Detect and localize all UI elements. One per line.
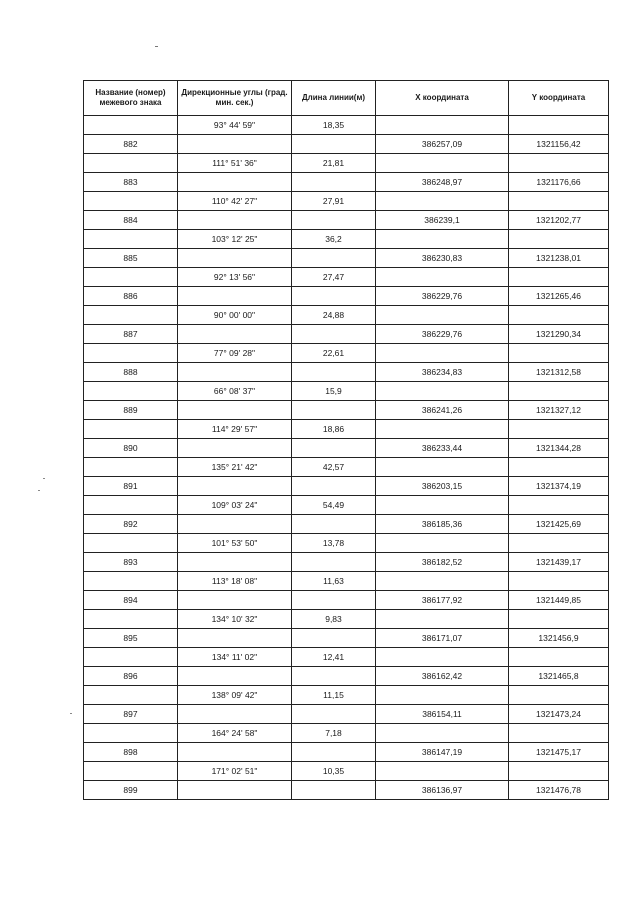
- line-length-cell: 27,47: [292, 268, 376, 287]
- x-coordinate-cell: 386234,83: [376, 363, 509, 382]
- table-row-point: [84, 515, 609, 534]
- y-coordinate-cell: 1321465,8: [509, 667, 609, 686]
- line-length-cell: 42,57: [292, 458, 376, 477]
- table-row-point: [84, 705, 609, 724]
- bearing-cell: [178, 667, 292, 686]
- bearing-cell: 138° 09' 42": [178, 686, 292, 705]
- bearing-cell: 111° 51' 36": [178, 154, 292, 173]
- y-coordinate-cell: [509, 724, 609, 743]
- line-length-cell: [292, 287, 376, 306]
- x-coordinate-cell: 386241,26: [376, 401, 509, 420]
- table-row-segment: [84, 648, 609, 667]
- bearing-cell: 92° 13' 56": [178, 268, 292, 287]
- x-coordinate-cell: 386248,97: [376, 173, 509, 192]
- bearing-cell: 109° 03' 24": [178, 496, 292, 515]
- y-coordinate-cell: [509, 686, 609, 705]
- scan-mark: [155, 46, 158, 47]
- marker-name-cell: 894: [84, 591, 178, 610]
- x-coordinate-cell: 386257,09: [376, 135, 509, 154]
- line-length-cell: 54,49: [292, 496, 376, 515]
- y-coordinate-cell: [509, 648, 609, 667]
- marker-name-cell: [84, 230, 178, 249]
- table-row-point: [84, 781, 609, 800]
- line-length-cell: [292, 173, 376, 192]
- table-row-point: [84, 287, 609, 306]
- header-y-coordinate: Y координата: [509, 81, 609, 116]
- marker-name-cell: [84, 420, 178, 439]
- y-coordinate-cell: 1321312,58: [509, 363, 609, 382]
- line-length-cell: [292, 781, 376, 800]
- x-coordinate-cell: [376, 572, 509, 591]
- table-row-point: [84, 325, 609, 344]
- table-header-row: [84, 81, 609, 116]
- bearing-cell: 101° 53' 50": [178, 534, 292, 553]
- x-coordinate-cell: 386185,36: [376, 515, 509, 534]
- bearing-cell: 135° 21' 42": [178, 458, 292, 477]
- x-coordinate-cell: 386229,76: [376, 325, 509, 344]
- y-coordinate-cell: [509, 572, 609, 591]
- bearing-cell: [178, 325, 292, 344]
- marker-name-cell: [84, 648, 178, 667]
- x-coordinate-cell: [376, 496, 509, 515]
- marker-name-cell: 886: [84, 287, 178, 306]
- table-row-point: [84, 743, 609, 762]
- marker-name-cell: [84, 192, 178, 211]
- y-coordinate-cell: [509, 496, 609, 515]
- y-coordinate-cell: [509, 420, 609, 439]
- marker-name-cell: 896: [84, 667, 178, 686]
- x-coordinate-cell: [376, 458, 509, 477]
- y-coordinate-cell: 1321238,01: [509, 249, 609, 268]
- y-coordinate-cell: [509, 344, 609, 363]
- marker-name-cell: [84, 686, 178, 705]
- line-length-cell: [292, 629, 376, 648]
- table-row-segment: [84, 458, 609, 477]
- bearing-cell: [178, 781, 292, 800]
- x-coordinate-cell: [376, 648, 509, 667]
- boundary-coordinates-table: [83, 80, 609, 800]
- y-coordinate-cell: [509, 192, 609, 211]
- line-length-cell: [292, 363, 376, 382]
- marker-name-cell: 892: [84, 515, 178, 534]
- line-length-cell: [292, 211, 376, 230]
- line-length-cell: [292, 705, 376, 724]
- y-coordinate-cell: 1321475,17: [509, 743, 609, 762]
- bearing-cell: [178, 363, 292, 382]
- bearing-cell: [178, 515, 292, 534]
- marker-name-cell: 885: [84, 249, 178, 268]
- x-coordinate-cell: [376, 230, 509, 249]
- bearing-cell: [178, 173, 292, 192]
- x-coordinate-cell: 386230,83: [376, 249, 509, 268]
- marker-name-cell: [84, 496, 178, 515]
- table-row-point: [84, 363, 609, 382]
- x-coordinate-cell: 386182,52: [376, 553, 509, 572]
- table-row-point: [84, 591, 609, 610]
- line-length-cell: [292, 553, 376, 572]
- table-row-point: [84, 173, 609, 192]
- marker-name-cell: [84, 116, 178, 135]
- table-row-segment: [84, 306, 609, 325]
- table-row-point: [84, 553, 609, 572]
- x-coordinate-cell: [376, 306, 509, 325]
- marker-name-cell: 890: [84, 439, 178, 458]
- x-coordinate-cell: [376, 268, 509, 287]
- line-length-cell: [292, 325, 376, 344]
- x-coordinate-cell: [376, 420, 509, 439]
- x-coordinate-cell: [376, 686, 509, 705]
- y-coordinate-cell: 1321176,66: [509, 173, 609, 192]
- line-length-cell: 12,41: [292, 648, 376, 667]
- y-coordinate-cell: [509, 610, 609, 629]
- y-coordinate-cell: [509, 154, 609, 173]
- table-row-segment: [84, 382, 609, 401]
- table-row-segment: [84, 344, 609, 363]
- x-coordinate-cell: 386233,44: [376, 439, 509, 458]
- line-length-cell: 11,15: [292, 686, 376, 705]
- x-coordinate-cell: 386239,1: [376, 211, 509, 230]
- scan-speck: [38, 490, 40, 491]
- marker-name-cell: [84, 534, 178, 553]
- line-length-cell: [292, 667, 376, 686]
- marker-name-cell: 898: [84, 743, 178, 762]
- x-coordinate-cell: [376, 534, 509, 553]
- y-coordinate-cell: [509, 306, 609, 325]
- y-coordinate-cell: [509, 762, 609, 781]
- line-length-cell: [292, 477, 376, 496]
- table-row-segment: [84, 154, 609, 173]
- marker-name-cell: 888: [84, 363, 178, 382]
- x-coordinate-cell: [376, 762, 509, 781]
- line-length-cell: [292, 401, 376, 420]
- marker-name-cell: [84, 344, 178, 363]
- marker-name-cell: 889: [84, 401, 178, 420]
- bearing-cell: [178, 629, 292, 648]
- x-coordinate-cell: 386171,07: [376, 629, 509, 648]
- bearing-cell: 110° 42' 27": [178, 192, 292, 211]
- x-coordinate-cell: 386136,97: [376, 781, 509, 800]
- bearing-cell: [178, 401, 292, 420]
- bearing-cell: [178, 439, 292, 458]
- y-coordinate-cell: 1321344,28: [509, 439, 609, 458]
- y-coordinate-cell: [509, 268, 609, 287]
- bearing-cell: 90° 00' 00": [178, 306, 292, 325]
- header-x-coordinate: X координата: [376, 81, 509, 116]
- x-coordinate-cell: 386203,15: [376, 477, 509, 496]
- header-line-length: Длина линии(м): [292, 81, 376, 116]
- x-coordinate-cell: [376, 382, 509, 401]
- table-row-segment: [84, 116, 609, 135]
- line-length-cell: [292, 743, 376, 762]
- bearing-cell: 103° 12' 25": [178, 230, 292, 249]
- table-row-segment: [84, 686, 609, 705]
- bearing-cell: 134° 10' 32": [178, 610, 292, 629]
- bearing-cell: [178, 287, 292, 306]
- line-length-cell: 21,81: [292, 154, 376, 173]
- marker-name-cell: 883: [84, 173, 178, 192]
- marker-name-cell: 887: [84, 325, 178, 344]
- y-coordinate-cell: 1321290,34: [509, 325, 609, 344]
- line-length-cell: 18,86: [292, 420, 376, 439]
- x-coordinate-cell: [376, 724, 509, 743]
- table-row-segment: [84, 268, 609, 287]
- bearing-cell: [178, 553, 292, 572]
- x-coordinate-cell: 386229,76: [376, 287, 509, 306]
- bearing-cell: [178, 135, 292, 154]
- table-row-segment: [84, 534, 609, 553]
- marker-name-cell: [84, 306, 178, 325]
- marker-name-cell: 899: [84, 781, 178, 800]
- scan-speck: [70, 713, 72, 714]
- y-coordinate-cell: 1321425,69: [509, 515, 609, 534]
- line-length-cell: 18,35: [292, 116, 376, 135]
- table-row-segment: [84, 420, 609, 439]
- bearing-cell: 164° 24' 58": [178, 724, 292, 743]
- y-coordinate-cell: [509, 382, 609, 401]
- bearing-cell: 93° 44' 59": [178, 116, 292, 135]
- y-coordinate-cell: 1321265,46: [509, 287, 609, 306]
- marker-name-cell: 884: [84, 211, 178, 230]
- y-coordinate-cell: 1321327,12: [509, 401, 609, 420]
- marker-name-cell: 882: [84, 135, 178, 154]
- y-coordinate-cell: 1321449,85: [509, 591, 609, 610]
- line-length-cell: 24,88: [292, 306, 376, 325]
- marker-name-cell: 891: [84, 477, 178, 496]
- marker-name-cell: [84, 572, 178, 591]
- bearing-cell: 66° 08' 37": [178, 382, 292, 401]
- x-coordinate-cell: [376, 154, 509, 173]
- line-length-cell: 13,78: [292, 534, 376, 553]
- line-length-cell: 10,35: [292, 762, 376, 781]
- marker-name-cell: 893: [84, 553, 178, 572]
- marker-name-cell: [84, 268, 178, 287]
- y-coordinate-cell: 1321202,77: [509, 211, 609, 230]
- marker-name-cell: [84, 762, 178, 781]
- x-coordinate-cell: 386147,19: [376, 743, 509, 762]
- marker-name-cell: [84, 154, 178, 173]
- line-length-cell: 15,9: [292, 382, 376, 401]
- line-length-cell: [292, 439, 376, 458]
- x-coordinate-cell: [376, 192, 509, 211]
- table-row-segment: [84, 762, 609, 781]
- x-coordinate-cell: [376, 116, 509, 135]
- marker-name-cell: 897: [84, 705, 178, 724]
- y-coordinate-cell: 1321456,9: [509, 629, 609, 648]
- line-length-cell: 11,63: [292, 572, 376, 591]
- bearing-cell: 77° 09' 28": [178, 344, 292, 363]
- line-length-cell: [292, 515, 376, 534]
- bearing-cell: [178, 211, 292, 230]
- y-coordinate-cell: 1321473,24: [509, 705, 609, 724]
- line-length-cell: 27,91: [292, 192, 376, 211]
- table-row-segment: [84, 192, 609, 211]
- bearing-cell: [178, 591, 292, 610]
- y-coordinate-cell: [509, 230, 609, 249]
- y-coordinate-cell: [509, 534, 609, 553]
- marker-name-cell: 895: [84, 629, 178, 648]
- table-row-point: [84, 629, 609, 648]
- y-coordinate-cell: 1321439,17: [509, 553, 609, 572]
- bearing-cell: 134° 11' 02": [178, 648, 292, 667]
- marker-name-cell: [84, 458, 178, 477]
- x-coordinate-cell: 386154,11: [376, 705, 509, 724]
- table-row-point: [84, 211, 609, 230]
- bearing-cell: 113° 18' 08": [178, 572, 292, 591]
- x-coordinate-cell: [376, 344, 509, 363]
- header-bearing: Дирекционные углы (град. мин. сек.): [178, 81, 292, 116]
- y-coordinate-cell: 1321156,42: [509, 135, 609, 154]
- header-marker-name: Название (номер) межевого знака: [84, 81, 178, 116]
- bearing-cell: [178, 743, 292, 762]
- line-length-cell: 36,2: [292, 230, 376, 249]
- y-coordinate-cell: 1321374,19: [509, 477, 609, 496]
- table-row-point: [84, 439, 609, 458]
- marker-name-cell: [84, 724, 178, 743]
- line-length-cell: [292, 135, 376, 154]
- y-coordinate-cell: [509, 458, 609, 477]
- table-row-segment: [84, 610, 609, 629]
- x-coordinate-cell: 386162,42: [376, 667, 509, 686]
- table-row-point: [84, 477, 609, 496]
- bearing-cell: [178, 249, 292, 268]
- y-coordinate-cell: 1321476,78: [509, 781, 609, 800]
- bearing-cell: [178, 705, 292, 724]
- bearing-cell: [178, 477, 292, 496]
- table-row-point: [84, 667, 609, 686]
- bearing-cell: 114° 29' 57": [178, 420, 292, 439]
- line-length-cell: [292, 591, 376, 610]
- line-length-cell: 22,61: [292, 344, 376, 363]
- line-length-cell: [292, 249, 376, 268]
- marker-name-cell: [84, 382, 178, 401]
- y-coordinate-cell: [509, 116, 609, 135]
- table-row-point: [84, 249, 609, 268]
- table-body: [84, 116, 609, 800]
- table-row-point: [84, 135, 609, 154]
- x-coordinate-cell: [376, 610, 509, 629]
- table-row-segment: [84, 230, 609, 249]
- table-row-point: [84, 401, 609, 420]
- marker-name-cell: [84, 610, 178, 629]
- line-length-cell: 9,83: [292, 610, 376, 629]
- bearing-cell: 171° 02' 51": [178, 762, 292, 781]
- table-row-segment: [84, 572, 609, 591]
- scan-speck: [43, 478, 45, 479]
- line-length-cell: 7,18: [292, 724, 376, 743]
- table-row-segment: [84, 724, 609, 743]
- x-coordinate-cell: 386177,92: [376, 591, 509, 610]
- table-row-segment: [84, 496, 609, 515]
